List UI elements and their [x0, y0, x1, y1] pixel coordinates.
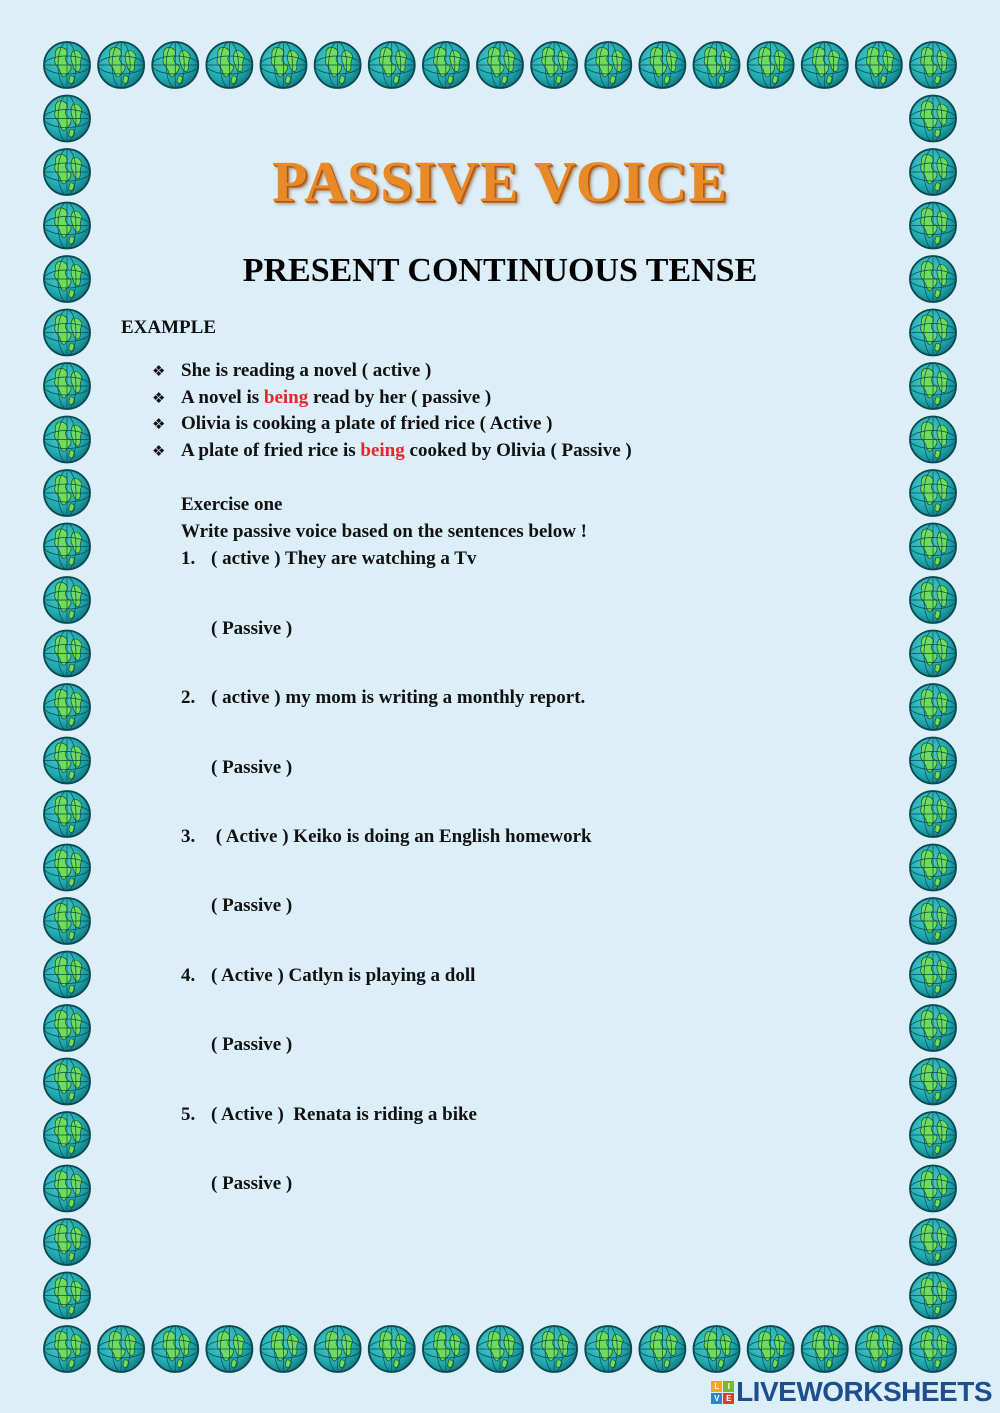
- globe-icon: [206, 1326, 252, 1372]
- globe-icon: [206, 42, 252, 88]
- globe-icon: [910, 1219, 956, 1265]
- diamond-bullet-icon: ❖: [152, 362, 166, 380]
- exercise-question-4: 4. ( Active ) Catlyn is playing a doll: [181, 965, 476, 986]
- globe-icon: [910, 96, 956, 142]
- liveworksheets-logo[interactable]: [711, 1376, 992, 1408]
- globe-icon: [44, 791, 90, 837]
- globe-icon: [639, 1326, 685, 1372]
- globe-icon: [369, 1326, 415, 1372]
- globe-icon: [802, 1326, 848, 1372]
- globe-icon: [910, 417, 956, 463]
- globe-icon: [44, 1219, 90, 1265]
- globe-icon: [856, 42, 902, 88]
- exercise-question-5: 5. ( Active ) Renata is riding a bike: [181, 1104, 477, 1125]
- globe-icon: [748, 42, 794, 88]
- globe-icon: [44, 1059, 90, 1105]
- globe-icon: [423, 42, 469, 88]
- globe-icon: [44, 1166, 90, 1212]
- globe-icon: [44, 1326, 90, 1372]
- globe-icon: [802, 42, 848, 88]
- globe-icon: [531, 42, 577, 88]
- globe-icon: [44, 42, 90, 88]
- globe-icon: [44, 952, 90, 998]
- globe-icon: [44, 631, 90, 677]
- highlighted-word: being: [360, 439, 405, 461]
- diamond-bullet-icon: ❖: [152, 415, 166, 433]
- highlighted-word: being: [263, 386, 309, 408]
- globe-icon: [44, 1005, 90, 1051]
- logo-text: LIVEWORKSHEETS: [736, 1376, 992, 1407]
- globe-icon: [44, 310, 90, 356]
- globe-icon: [910, 738, 956, 784]
- globe-icon: [44, 1273, 90, 1319]
- globe-icon: [261, 1326, 307, 1372]
- globe-icon: [585, 1326, 631, 1372]
- globe-icon: [44, 363, 90, 409]
- globe-icon: [44, 96, 90, 142]
- globe-icon: [910, 1273, 956, 1319]
- passive-answer-label-2[interactable]: ( Passive ): [211, 757, 293, 778]
- globe-icon: [531, 1326, 577, 1372]
- example-item: ❖ She is reading a novel ( active ): [152, 360, 432, 381]
- globe-icon: [98, 42, 144, 88]
- example-item: ❖ Olivia is cooking a plate of fried rice ( Active ): [152, 413, 553, 434]
- globe-icon: [910, 1112, 956, 1158]
- globe-icon: [910, 952, 956, 998]
- globe-icon: [261, 42, 307, 88]
- diamond-bullet-icon: ❖: [152, 441, 166, 460]
- globe-icon: [315, 42, 361, 88]
- globe-icon: [748, 1326, 794, 1372]
- globe-icon: [910, 42, 956, 88]
- exercise-question-1: 1. ( active ) They are watching a Tv: [181, 548, 477, 569]
- diamond-bullet-icon: ❖: [152, 388, 166, 407]
- globe-icon: [477, 1326, 523, 1372]
- example-heading: EXAMPLE: [121, 317, 216, 338]
- globe-icon: [152, 1326, 198, 1372]
- passive-answer-label-4[interactable]: ( Passive ): [211, 1034, 293, 1055]
- logo-mark-icon: L I V E: [711, 1381, 734, 1404]
- globe-icon: [910, 1059, 956, 1105]
- globe-icon: [639, 42, 685, 88]
- globe-icon: [44, 470, 90, 516]
- globe-icon: [98, 1326, 144, 1372]
- passive-answer-label-5[interactable]: ( Passive ): [211, 1173, 293, 1194]
- globe-icon: [694, 1326, 740, 1372]
- globe-icon: [910, 631, 956, 677]
- globe-icon: [910, 1166, 956, 1212]
- globe-icon: [44, 738, 90, 784]
- exercise-question-2: 2. ( active ) my mom is writing a monthly report.: [181, 687, 586, 708]
- globe-icon: [910, 577, 956, 623]
- globe-icon: [856, 1326, 902, 1372]
- example-item: ❖ A novel is being read by her ( passive ): [152, 386, 492, 408]
- globe-icon: [910, 845, 956, 891]
- globe-icon: [910, 363, 956, 409]
- globe-icon: [44, 684, 90, 730]
- example-item: ❖ A plate of fried rice is being cooked by Olivia ( Passive ): [152, 439, 632, 461]
- globe-icon: [910, 1326, 956, 1372]
- globe-icon: [910, 1005, 956, 1051]
- globe-icon: [910, 684, 956, 730]
- globe-icon: [910, 310, 956, 356]
- globe-icon: [44, 577, 90, 623]
- globe-icon: [694, 42, 740, 88]
- globe-icon: [44, 845, 90, 891]
- page-title: PASSIVE VOICE: [271, 149, 729, 214]
- globe-icon: [44, 417, 90, 463]
- globe-icon: [44, 1112, 90, 1158]
- globe-icon: [910, 470, 956, 516]
- page-subtitle: PRESENT CONTINUOUS TENSE: [242, 252, 758, 289]
- globe-icon: [152, 42, 198, 88]
- example-list: [152, 360, 632, 466]
- globe-icon: [369, 42, 415, 88]
- exercise-question-3: 3. ( Active ) Keiko is doing an English homework: [181, 826, 592, 847]
- globe-icon: [44, 898, 90, 944]
- globe-icon: [477, 42, 523, 88]
- exercise-instruction: Write passive voice based on the sentences below !: [181, 521, 588, 542]
- globe-icon: [44, 524, 90, 570]
- passive-answer-label-3[interactable]: ( Passive ): [211, 895, 293, 916]
- globe-icon: [423, 1326, 469, 1372]
- globe-icon: [315, 1326, 361, 1372]
- exercise-heading: Exercise one: [181, 494, 283, 515]
- globe-icon: [910, 898, 956, 944]
- globe-icon: [910, 791, 956, 837]
- passive-answer-label-1[interactable]: ( Passive ): [211, 618, 293, 639]
- globe-icon: [910, 524, 956, 570]
- globe-icon: [585, 42, 631, 88]
